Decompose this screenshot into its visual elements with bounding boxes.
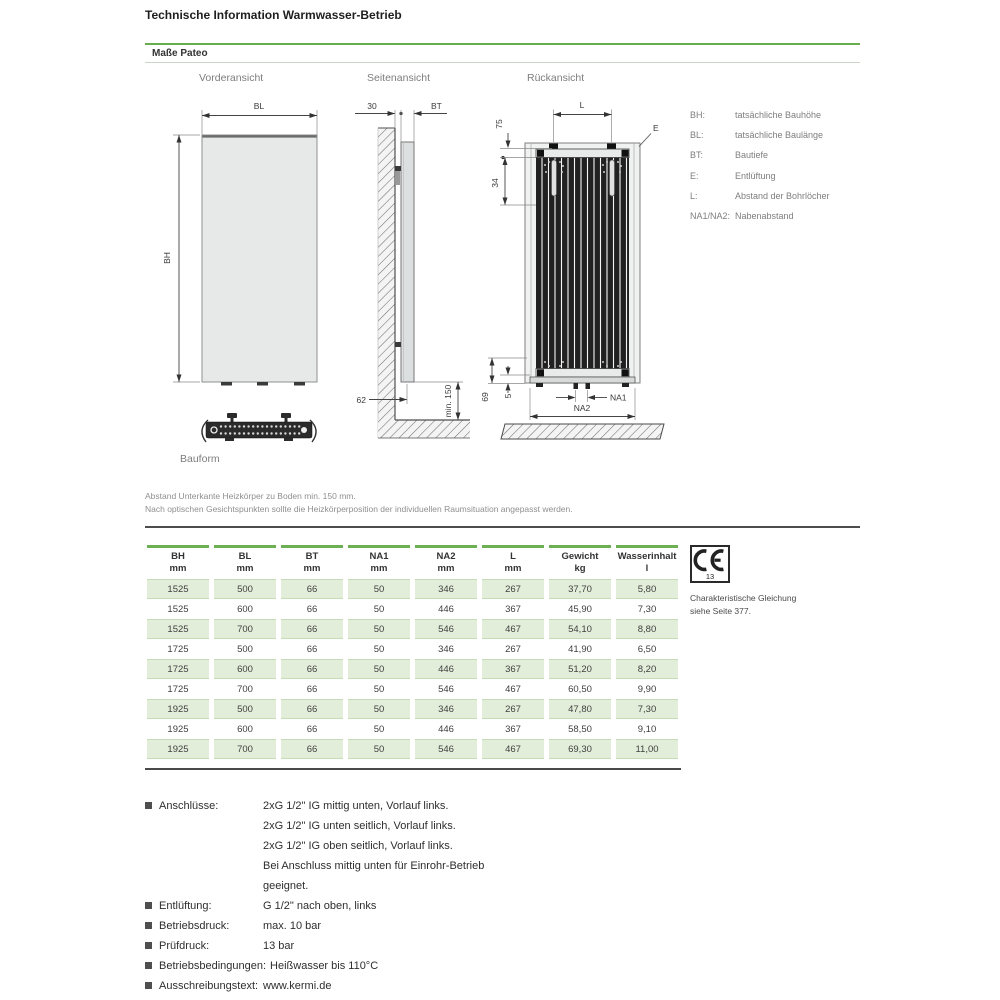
table-row <box>147 699 678 719</box>
spec-list <box>145 796 585 996</box>
floor-distance-note <box>145 490 573 515</box>
dimensions-table <box>142 545 683 759</box>
spec-row-betriebsbedingungen <box>145 956 585 976</box>
table-cell: 7,30 <box>637 603 657 615</box>
spec-value-line: www.kermi.de <box>263 980 332 992</box>
table-row <box>147 679 678 699</box>
table-cell: 11,00 <box>616 739 678 759</box>
legend-key: NA1/NA2: <box>690 210 731 221</box>
table-cell: 60,50 <box>568 683 592 695</box>
dim-label-bh: BH <box>162 252 172 264</box>
spec-row-ausschreibungstext <box>145 976 585 996</box>
dim-label-30: 30 <box>367 101 377 111</box>
header-cell: BT mm <box>281 545 343 579</box>
table-cell: 50 <box>348 579 410 599</box>
table-cell: 346 <box>415 699 477 719</box>
bauform-label: Bauform <box>180 453 220 465</box>
legend-row <box>690 211 830 231</box>
table-cell: 700 <box>214 739 276 759</box>
table-cell: 446 <box>415 659 477 679</box>
table-cell: 367 <box>482 659 544 679</box>
legend-row <box>690 171 830 191</box>
table-cell: 346 <box>415 579 477 599</box>
legend-key: BH: <box>690 110 706 120</box>
table-cell: 50 <box>348 619 410 639</box>
table-row <box>147 739 678 759</box>
table-row <box>147 639 678 659</box>
spec-values <box>263 936 585 956</box>
spec-label: Ausschreibungstext: <box>159 980 259 992</box>
legend-row <box>690 150 830 170</box>
legend-value: Nabenabstand <box>735 210 794 221</box>
table-cell: 600 <box>237 603 253 615</box>
table-row <box>147 659 678 679</box>
legend-value: tatsächliche Baulänge <box>735 130 824 141</box>
table-row <box>147 599 678 619</box>
table-cell: 1925 <box>147 699 209 719</box>
table-cell: 1925 <box>147 739 209 759</box>
spec-label: Prüfdruck: <box>159 940 210 952</box>
dim-label-l: L <box>579 100 585 110</box>
table-bottom-rule <box>145 768 681 770</box>
dim-label-na2: NA2 <box>573 403 591 413</box>
table-cell: 8,80 <box>616 619 678 639</box>
table-cell: 47,80 <box>549 699 611 719</box>
table-cell: 45,90 <box>568 603 592 615</box>
spec-value-line: geeignet. <box>263 880 309 892</box>
legend-key: E: <box>690 170 699 181</box>
spec-values <box>263 976 585 996</box>
header-cell: Wasserinhalt l <box>616 545 678 579</box>
legend-value: tatsächliche Bauhöhe <box>735 110 822 120</box>
table-cell: 500 <box>237 643 253 655</box>
dim-label-75: 75 <box>494 119 504 129</box>
table-cell: 6,50 <box>637 643 657 655</box>
table-header-row <box>147 545 678 579</box>
legend-key: BL: <box>690 130 704 141</box>
legend-value: Bautiefe <box>735 150 769 161</box>
header-cell: L mm <box>482 545 544 579</box>
dark-rule <box>145 526 860 528</box>
dimension-legend <box>690 110 830 231</box>
legend-row <box>690 110 830 130</box>
table-cell: 446 <box>438 603 454 615</box>
page-title: Technische Information Warmwasser-Betrieb <box>145 8 402 22</box>
header-cell: NA2 mm <box>415 545 477 579</box>
dim-label-69: 69 <box>480 392 490 402</box>
table-cell: 66 <box>306 723 318 735</box>
table-cell: 600 <box>237 723 253 735</box>
table-cell: 267 <box>482 579 544 599</box>
spec-row-anschluesse <box>145 796 585 896</box>
table-cell: 66 <box>281 699 343 719</box>
table-cell: 500 <box>214 699 276 719</box>
table-cell: 66 <box>281 619 343 639</box>
table-cell: 50 <box>348 659 410 679</box>
green-rule <box>145 43 860 45</box>
spec-value-line: 2xG 1/2" IG mittig unten, Vorlauf links. <box>263 800 449 812</box>
ce-note-line: siehe Seite 377. <box>690 605 751 616</box>
table-cell: 700 <box>237 683 253 695</box>
table-cell: 1725 <box>167 643 189 655</box>
table-cell: 546 <box>438 683 454 695</box>
table-cell: 50 <box>373 683 385 695</box>
spec-value-line: 2xG 1/2" IG oben seitlich, Vorlauf links. <box>263 840 453 852</box>
dim-label-62: 62 <box>356 395 366 405</box>
legend-key: BT: <box>690 150 704 161</box>
table-cell: 51,20 <box>549 659 611 679</box>
table-cell: 9,10 <box>637 723 657 735</box>
bullet-icon <box>145 802 152 809</box>
ce-number: 13 <box>705 572 715 581</box>
table-cell: 66 <box>281 579 343 599</box>
table-cell: 50 <box>373 603 385 615</box>
legend-value: Abstand der Bohrlöcher <box>735 190 830 201</box>
table-cell: 50 <box>373 723 385 735</box>
side-view-drawing <box>355 101 470 438</box>
legend-key: L: <box>690 190 698 201</box>
spec-label: Entlüftung: <box>159 900 212 912</box>
header-cell: Gewicht kg <box>549 545 611 579</box>
dim-label-34: 34 <box>490 178 500 188</box>
table-cell: 41,90 <box>568 643 592 655</box>
table-cell: 367 <box>505 603 521 615</box>
spec-value-line: max. 10 bar <box>263 920 322 932</box>
spec-values <box>263 916 585 936</box>
rear-view-drawing <box>480 100 664 439</box>
ce-note <box>690 592 796 617</box>
table-cell: 600 <box>214 659 276 679</box>
table-row <box>147 619 678 639</box>
legend-row <box>690 130 830 150</box>
spec-row-betriebsdruck <box>145 916 585 936</box>
table-cell: 54,10 <box>549 619 611 639</box>
spec-row-pruefdruck <box>145 936 585 956</box>
dim-label-bt: BT <box>431 101 442 111</box>
spec-values <box>263 796 585 896</box>
spec-value-line: Bei Anschluss mittig unten für Einrohr-Betrieb <box>263 860 485 872</box>
table-cell: 7,30 <box>616 699 678 719</box>
dim-label-e: E <box>653 123 659 133</box>
table-cell: 66 <box>281 659 343 679</box>
spec-value-line: G 1/2" nach oben, links <box>263 900 377 912</box>
table-cell: 58,50 <box>568 723 592 735</box>
bauform-drawing <box>202 413 316 442</box>
table-row <box>147 579 678 599</box>
dim-label-5: 5 <box>503 393 513 399</box>
spec-value-line: 13 bar <box>263 940 295 952</box>
table-cell: 66 <box>306 683 318 695</box>
table-cell: 66 <box>306 603 318 615</box>
front-view-drawing <box>162 101 317 465</box>
table-cell: 700 <box>214 619 276 639</box>
table-cell: 546 <box>415 739 477 759</box>
table-cell: 50 <box>348 739 410 759</box>
table-cell: 367 <box>505 723 521 735</box>
table-cell: 467 <box>482 619 544 639</box>
table-cell: 1525 <box>147 579 209 599</box>
spec-values <box>270 956 585 976</box>
table-cell: 5,80 <box>616 579 678 599</box>
table-row <box>147 719 678 739</box>
bullet-icon <box>145 982 152 989</box>
bullet-icon <box>145 942 152 949</box>
spec-value-line: Heißwasser bis 110°C <box>270 960 379 972</box>
side-view-label: Seitenansicht <box>367 72 431 84</box>
table-cell: 9,90 <box>637 683 657 695</box>
spec-label: Anschlüsse: <box>159 800 219 812</box>
bullet-icon <box>145 922 152 929</box>
table-cell: 1725 <box>147 659 209 679</box>
bullet-icon <box>145 902 152 909</box>
dim-label-na1: NA1 <box>610 392 627 403</box>
spec-row-entlueftung <box>145 896 585 916</box>
header-cell: BH mm <box>147 545 209 579</box>
ce-mark <box>690 545 730 583</box>
bullet-icon <box>145 962 152 969</box>
note-line: Nach optischen Gesichtspunkten sollte die Heizkörperposition der individuellen Raumsituation angepasst werden. <box>145 503 573 514</box>
table-cell: 267 <box>505 643 521 655</box>
table-cell: 346 <box>438 643 454 655</box>
table-cell: 467 <box>505 683 521 695</box>
section-title: Maße Pateo <box>152 48 208 59</box>
table-cell: 8,20 <box>616 659 678 679</box>
table-cell: 467 <box>482 739 544 759</box>
table-cell: 66 <box>281 739 343 759</box>
table-cell: 50 <box>348 699 410 719</box>
legend-row <box>690 191 830 211</box>
table-cell: 267 <box>482 699 544 719</box>
table-cell: 50 <box>373 643 385 655</box>
table-cell: 37,70 <box>549 579 611 599</box>
table-cell: 69,30 <box>549 739 611 759</box>
legend-value: Entlüftung <box>735 170 776 181</box>
header-cell: NA1 mm <box>348 545 410 579</box>
dim-label-min150: min. 150 <box>443 384 453 418</box>
table-cell: 1525 <box>167 603 189 615</box>
spec-label: Betriebsdruck: <box>159 920 230 932</box>
ce-mark-icon <box>693 549 727 573</box>
table-cell: 546 <box>415 619 477 639</box>
note-line: Abstand Unterkante Heizkörper zu Boden min. 150 mm. <box>145 491 356 501</box>
table-cell: 446 <box>438 723 454 735</box>
rear-view-label: Rückansicht <box>527 72 585 84</box>
table-cell: 66 <box>306 643 318 655</box>
table-cell: 1525 <box>147 619 209 639</box>
table-cell: 1925 <box>167 723 189 735</box>
table-cell: 1725 <box>167 683 189 695</box>
dim-label-bl: BL <box>253 101 265 111</box>
table-cell: 500 <box>214 579 276 599</box>
ce-note-line: Charakteristische Gleichung <box>690 593 797 603</box>
spec-value-line: 2xG 1/2" IG unten seitlich, Vorlauf links. <box>263 820 456 832</box>
header-cell: BL mm <box>214 545 276 579</box>
front-view-label: Vorderansicht <box>199 72 264 84</box>
spec-label: Betriebsbedingungen: <box>159 960 267 972</box>
spec-values <box>263 896 585 916</box>
